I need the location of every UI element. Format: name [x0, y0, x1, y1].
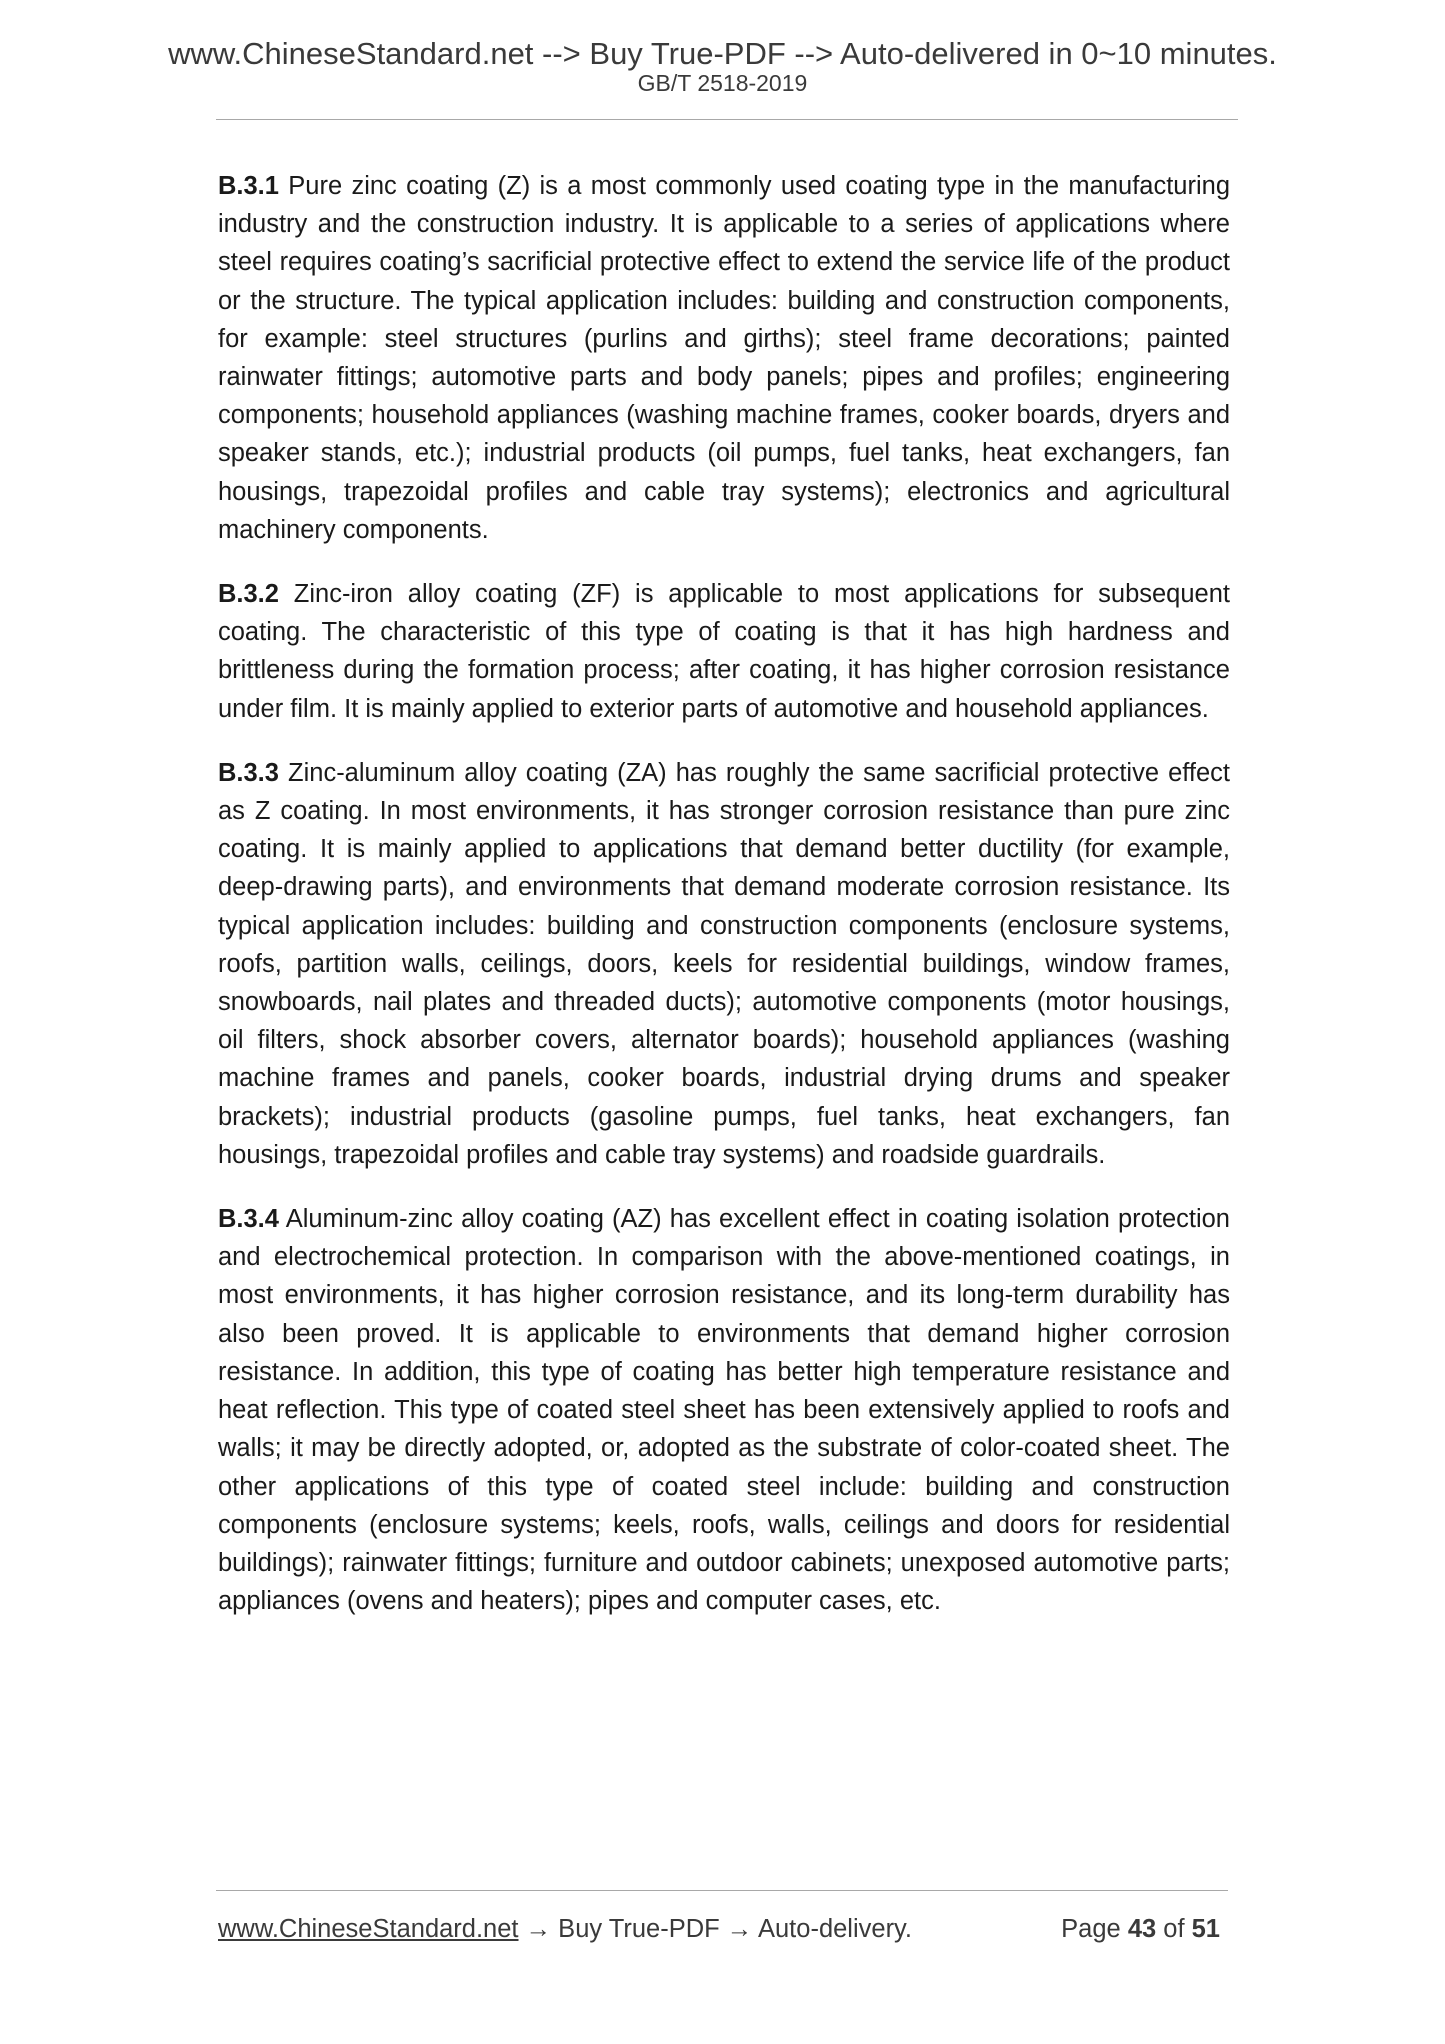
clause-b-3-4 — [218, 1200, 1230, 1620]
page-footer — [218, 1914, 1228, 1945]
header-divider — [216, 119, 1238, 120]
clause-text: Zinc-aluminum alloy coating (ZA) has roughly the same sacrificial protective effect as Z coating. In most environments, it has stronger corrosion resistance than pure zinc coating. It is mainly applied to applications that demand better ductility (for example, deep-drawing parts), and environments that demand moderate corrosion resistance. Its typical application includes: building and construction components (enclosure systems, roofs, partition walls, ceilings, doors, keels for residential buildings, window frames, snowboards, nail plates and threaded ducts); automotive components (motor housings, oil filters, shock absorber covers, alternator boards); household appliances (washing machine frames and panels, cooker boards, industrial drying drums and speaker brackets); industrial products (gasoline pumps, fuel tanks, heat exchangers, fan housings, trapezoidal profiles and cable tray systems) and roadside guardrails. — [218, 758, 1230, 1169]
page-label: Page — [1061, 1915, 1128, 1943]
clause-b-3-2 — [218, 575, 1230, 728]
document-body — [218, 167, 1230, 1646]
footer-tagline: → Buy True-PDF → Auto-delivery. — [518, 1915, 912, 1943]
clause-text: Pure zinc coating (Z) is a most commonly used coating type in the manufacturing industry and the construction industry. It is applicable to a series of applications where steel requires coating’s sacrificial protective effect to extend the service life of the product or the structure. The typical application includes: building and construction components, for example: steel structures (purlins and girths); steel frame decorations; painted rainwater fittings; automotive parts and body panels; pipes and profiles; engineering components; household appliances (washing machine frames, cooker boards, dryers and speaker stands, etc.); industrial products (oil pumps, fuel tanks, heat exchangers, fan housings, trapezoidal profiles and cable tray systems); electronics and agricultural machinery components. — [218, 172, 1230, 544]
page-total: 51 — [1191, 1915, 1220, 1943]
clause-text: Aluminum-zinc alloy coating (AZ) has excellent effect in coating isolation protection and electrochemical protection. In comparison with the above-mentioned coatings, in most environments, it has higher corrosion resistance, and its long-term durability has also been proved. It is applicable to environments that demand higher corrosion resistance. In addition, this type of coating has better high temperature resistance and heat reflection. This type of coated steel sheet has been extensively applied to roofs and walls; it may be directly adopted, or, adopted as the substrate of color-coated sheet. The other applications of this type of coated steel include: building and construction components (enclosure systems; keels, roofs, walls, ceilings and doors for residential buildings); rainwater fittings; furniture and outdoor cabinets; unexposed automotive parts; appliances (ovens and heaters); pipes and computer cases, etc. — [218, 1205, 1230, 1616]
footer-divider — [216, 1890, 1228, 1891]
clause-text: Zinc-iron alloy coating (ZF) is applicable to most applications for subsequent coating. The characteristic of this type of coating is that it has high hardness and brittleness during the formation process; after coating, it has higher corrosion resistance under film. It is mainly applied to exterior parts of automotive and household appliances. — [218, 580, 1230, 723]
clause-b-3-1 — [218, 167, 1230, 549]
document-code: GB/T 2518-2019 — [637, 70, 808, 96]
page-of: of — [1156, 1915, 1192, 1943]
clause-number: B.3.1 — [218, 172, 279, 200]
top-banner: www.ChineseStandard.net --> Buy True-PDF --> Auto-delivered in 0~10 minutes. — [168, 36, 1277, 71]
clause-b-3-3 — [218, 754, 1230, 1174]
page-indicator — [1061, 1914, 1220, 1945]
clause-number: B.3.3 — [218, 758, 279, 787]
footer-site-link[interactable]: www.ChineseStandard.net — [218, 1915, 519, 1943]
clause-number: B.3.2 — [218, 580, 279, 609]
page-current: 43 — [1127, 1915, 1157, 1943]
clause-number: B.3.4 — [218, 1205, 279, 1234]
